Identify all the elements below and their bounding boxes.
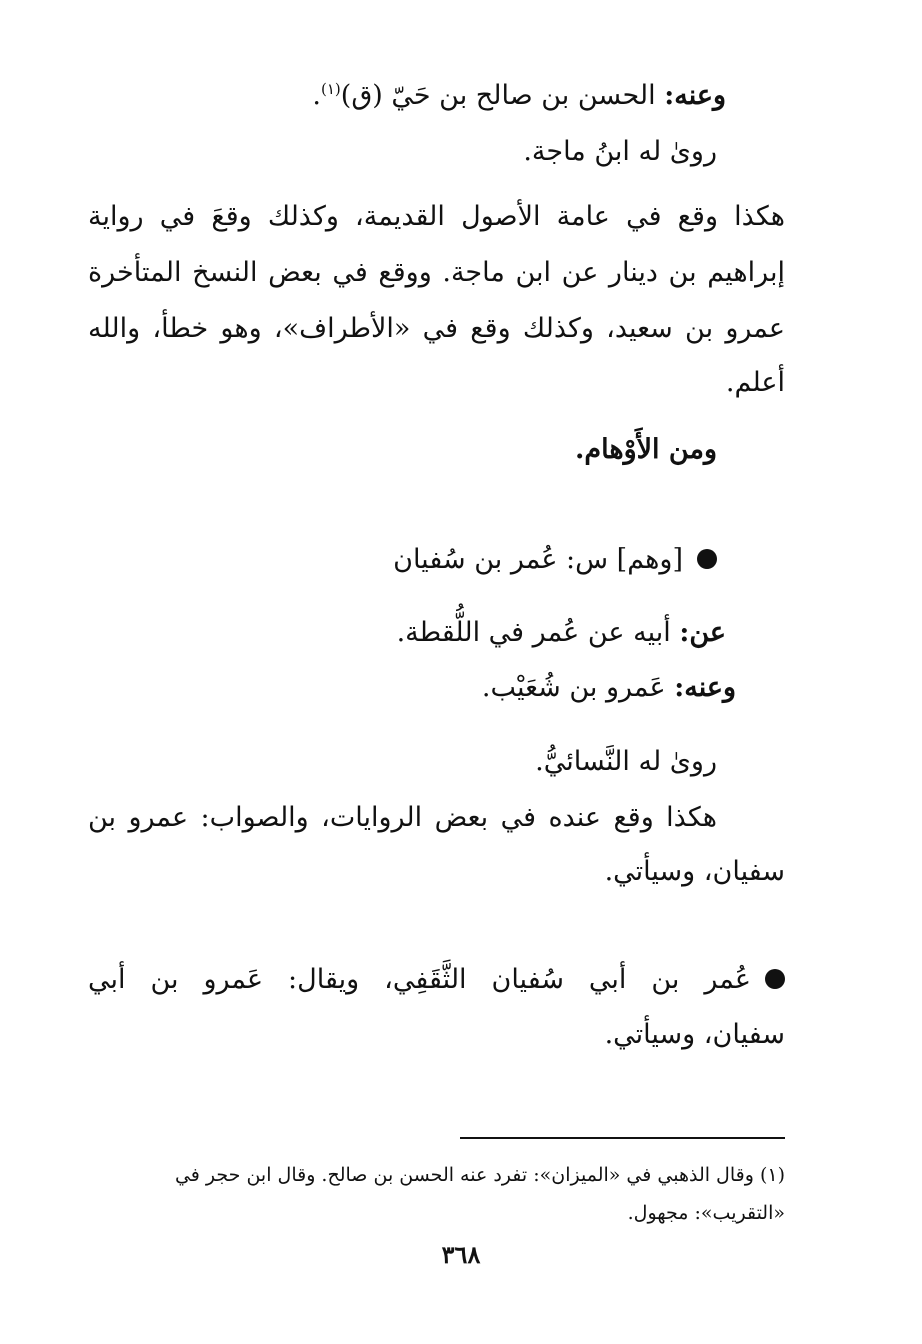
entry2-waanhu-line: [482, 668, 736, 708]
waanhu-label: وعنه:: [674, 672, 736, 703]
footnote-separator: [460, 1137, 785, 1139]
para1-line-2: إبراهيم بن دينار عن ابن ماجة. ووقع في بعض النسخ المتأخرة: [88, 257, 785, 288]
an-text: أبيه عن عُمر في اللُّقطة.: [396, 617, 671, 648]
waanhu-end: .: [312, 80, 321, 111]
bullet-icon: [765, 969, 785, 989]
footnote-line-2: «التقريب»: مجهول.: [627, 1202, 785, 1224]
footnote-line-1: (١) وقال الذهبي في «الميزان»: تفرد عنه الحسن بن صالح. وقال ابن حجر في: [174, 1164, 785, 1186]
para1-line-1: هكذا وقع في عامة الأصول القديمة، وكذلك وقعَ في رواية: [88, 201, 785, 232]
para1-line-3: عمرو بن سعيد، وكذلك وقع في «الأطراف»، وهو خطأ، والله: [88, 313, 785, 344]
waanhu-text: الحسن بن صالح بن حَيّ (ق): [340, 80, 656, 111]
entry3-text-1: عُمر بن أبي سُفيان الثَّقَفِي، ويقال: عَمرو بن أبي: [88, 964, 751, 995]
entry2-an-line: [397, 613, 726, 653]
entry2-rawa-line: روىٰ له النَّسائيُّ.: [535, 746, 717, 777]
entry2-note-line-2: سفيان، وسيأتي.: [604, 856, 785, 887]
section-heading: ومن الأَوْهام.: [575, 434, 717, 465]
bullet-icon: [697, 549, 717, 569]
entry1-rawa-line: روىٰ له ابنُ ماجة.: [523, 136, 717, 167]
entry3-line-1: [88, 960, 785, 1000]
entry2-note-line-1: هكذا وقع عنده في بعض الروايات، والصواب: عمرو بن: [88, 802, 717, 833]
entry2-title-line: [393, 540, 717, 580]
an-label: عن:: [679, 617, 726, 648]
footnote-ref: (١): [321, 80, 341, 98]
entry1-waanhu-line: [312, 76, 726, 116]
waanhu-label: وعنه:: [664, 80, 726, 111]
page-number: ٣٦٨: [441, 1240, 481, 1269]
entry3-line-2: سفيان، وسيأتي.: [604, 1019, 785, 1050]
waanhu-text: عَمرو بن شُعَيْب.: [481, 672, 666, 703]
entry2-title: [وهم] س: عُمر بن سُفيان: [393, 544, 683, 575]
para1-line-4: أعلم.: [725, 367, 785, 398]
